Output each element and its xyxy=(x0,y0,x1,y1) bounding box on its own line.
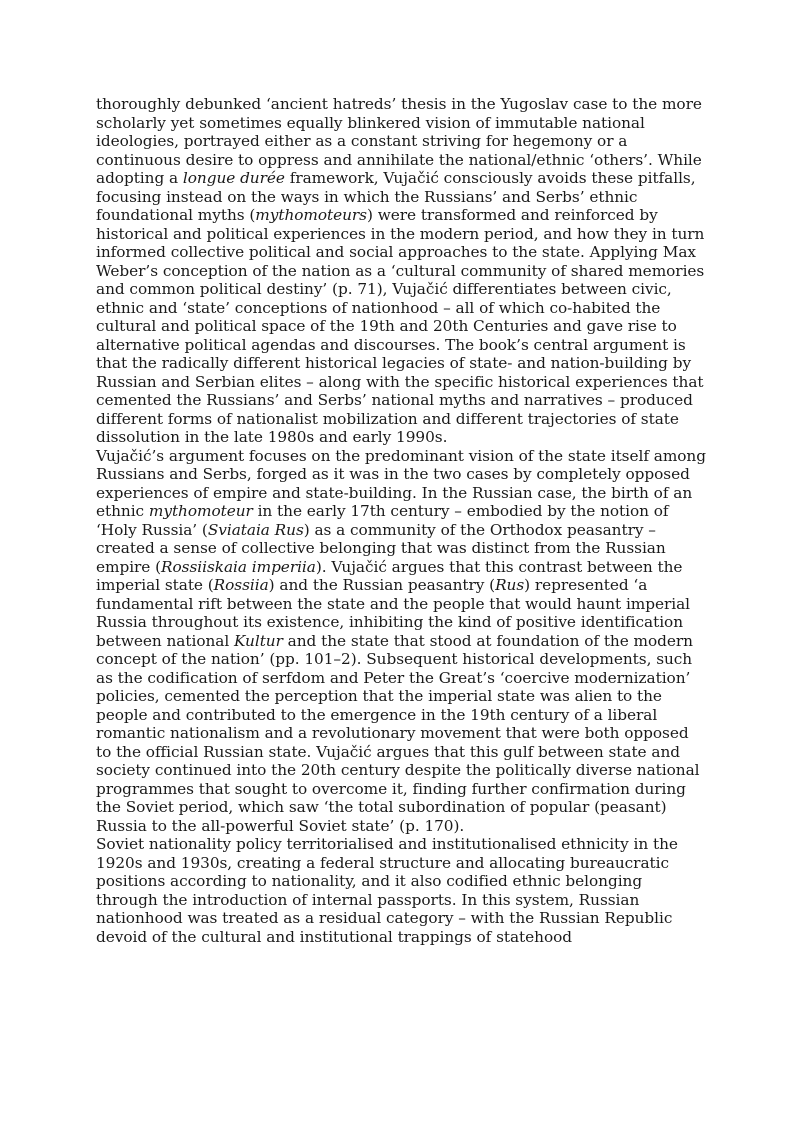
document-body xyxy=(96,95,708,946)
text-run: ) represented ‘a fundamental rift between the state and the people that would haunt imperial Russia throughout its existence, inhibiting the kind of positive identification between national xyxy=(96,576,691,650)
italic-run: Kultur xyxy=(234,631,283,650)
text-run: thoroughly debunked ‘ancient hatreds’ thesis in the Yugoslav case to the more scholarly yet sometimes equally blinkered vision of immutable national ideologies, portrayed either as a constant striving for hegemony or a continuous desire to oppress and annihilate the national/ethnic ‘others’. While adopting a xyxy=(96,95,702,187)
paragraph-1 xyxy=(96,95,708,447)
text-run: in the early 17th century – embodied by the notion of ‘Holy Russia’ ( xyxy=(96,502,669,539)
italic-run: Rossiia xyxy=(213,576,269,594)
italic-run: Sviataia Rus xyxy=(207,520,304,539)
text-run: ) were transformed and reinforced by historical and political experiences in the modern period, and how they in turn informed collective political and social approaches to the state. Applying Max Weber’s conception of the nation as a ‘cultural community of shared memories and common political destiny’ (p. 71), Vujačić differentiates between civic, ethnic and ‘state’ conceptions of nationhood – all of which co-habited the cultural and political space of the 19th and 20th Centuries and gave rise to alternative political agendas and discourses. The book’s central argument is that the radically different historical legacies of state- and nation-building by Russian and Serbian elites – along with the specific historical experiences that cemented the Russians’ and Serbs’ national myths and narratives – produced different forms of nationalist mobilization and different trajectories of state dissolution in the late 1980s and early 1990s. xyxy=(96,206,705,446)
text-run: and the state that stood at foundation of the modern concept of the nation’ (pp. 101–2). Subsequent historical developments, such as the codification of serfdom and Peter the Great’s ‘coercive modernization’ policies, cemented the perception that the imperial state was alien to the people and contributed to the emergence in the 19th century of a liberal romantic nationalism and a revolutionary movement that were both opposed to the official Russian state. Vujačić argues that this gulf between state and society continued into the 20th century despite the politically diverse national programmes that sought to overcome it, finding further confirmation during the Soviet period, which saw ‘the total subordination of popular (peasant) Russia to the all-powerful Soviet state’ (p. 170). xyxy=(96,631,700,835)
italic-run: mythomoteur xyxy=(148,502,253,520)
italic-run: Rus xyxy=(495,576,525,594)
text-run: ). Vujačić argues that this contrast between the imperial state ( xyxy=(96,557,683,594)
text-run: ) and the Russian peasantry ( xyxy=(268,576,496,594)
paragraph-2 xyxy=(96,447,708,836)
italic-run: Rossiiskaia imperiia xyxy=(161,557,316,576)
italic-run: longue durée xyxy=(182,169,285,187)
text-run: framework, Vujačić consciously avoids these pitfalls, focusing instead on the ways in which the Russians’ and Serbs’ ethnic foundational myths ( xyxy=(96,169,696,224)
paragraph-3 xyxy=(96,835,708,946)
text-run: Vujačić’s argument focuses on the predominant vision of the state itself among Russians and Serbs, forged as it was in the two cases by completely opposed experiences of empire and state-building. In the Russian case, the birth of an ethnic xyxy=(96,446,706,520)
text-run: ) as a community of the Orthodox peasantry – created a sense of collective belonging that was distinct from the Russian empire ( xyxy=(96,520,666,576)
text-run: Soviet nationality policy territorialised and institutionalised ethnicity in the 1920s and 1930s, creating a federal structure and allocating bureaucratic positions according to nationality, and it also codified ethnic belonging through the introduction of internal passports. In this system, Russian nationhood was treated as a residual category – with the Russian Republic devoid of the cultural and institutional trappings of statehood xyxy=(96,835,678,946)
italic-run: mythomoteurs xyxy=(255,206,367,224)
